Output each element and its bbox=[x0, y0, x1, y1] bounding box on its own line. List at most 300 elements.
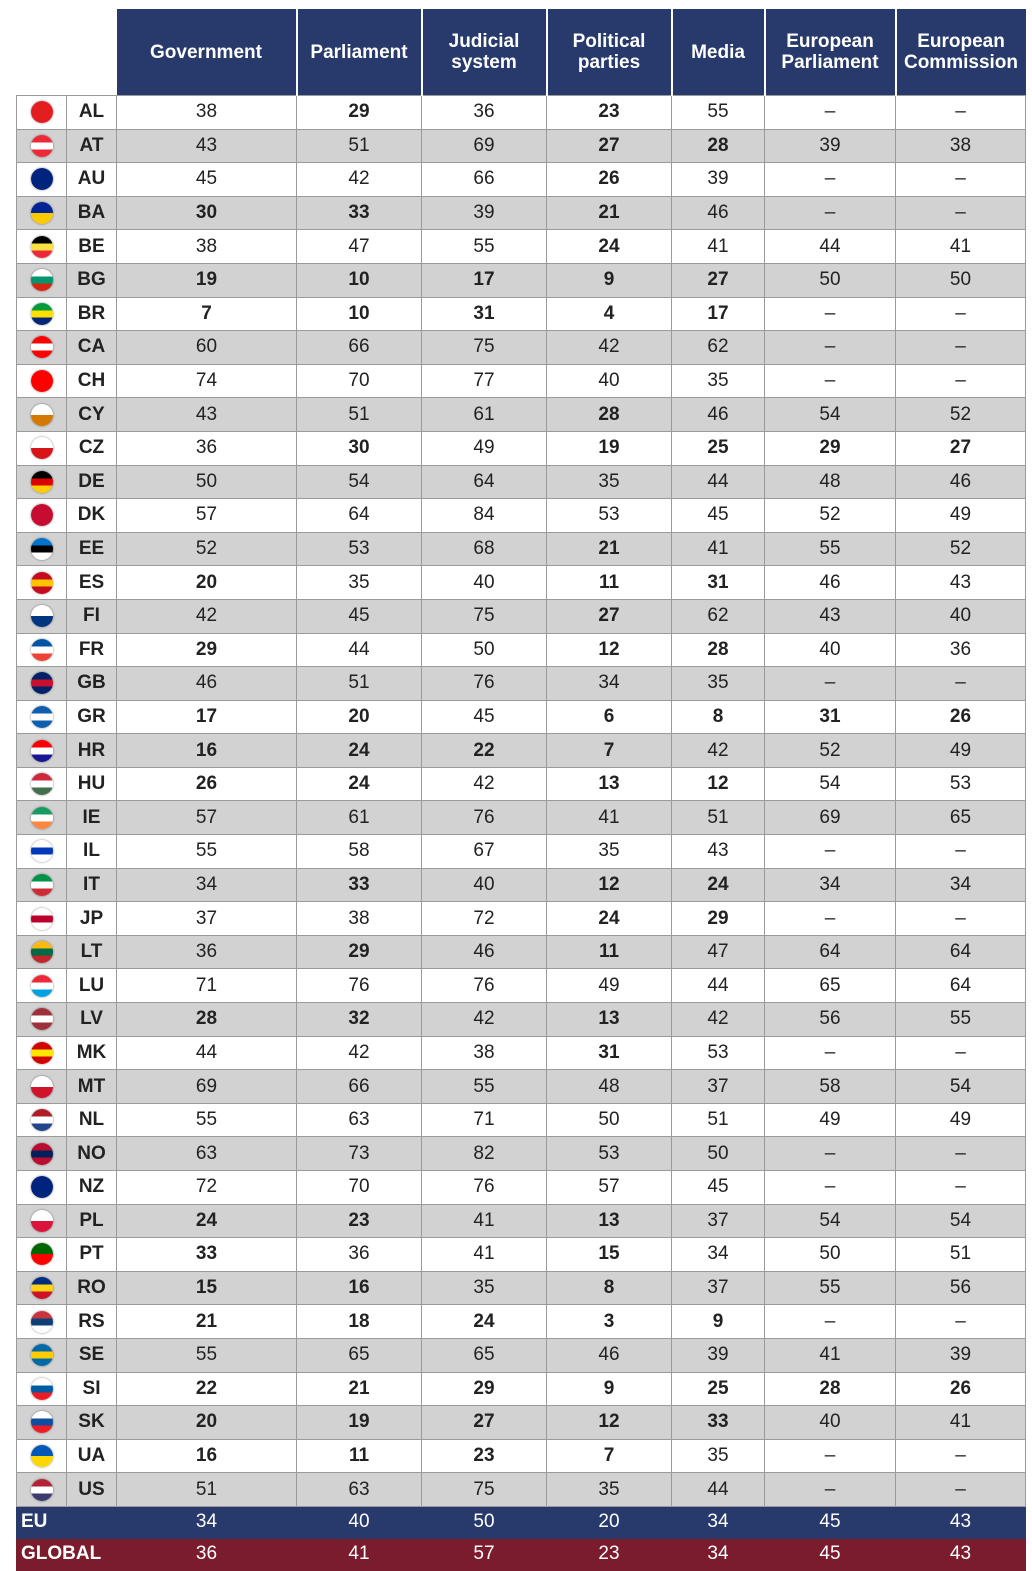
cell-political-parties: 6 bbox=[547, 700, 672, 734]
flag-cell bbox=[17, 902, 67, 936]
romania-flag-icon bbox=[31, 1277, 53, 1299]
cell-european-parliament: 28 bbox=[765, 1372, 896, 1406]
cell-european-parliament: 31 bbox=[765, 700, 896, 734]
belgium-flag-icon bbox=[31, 236, 53, 258]
cell-parliament: 63 bbox=[297, 1473, 422, 1507]
cell-parliament: 18 bbox=[297, 1305, 422, 1339]
cell-political-parties: 13 bbox=[547, 1003, 672, 1037]
cell-political-parties: 26 bbox=[547, 163, 672, 197]
flag-cell bbox=[17, 1171, 67, 1205]
cell-media: 37 bbox=[672, 1070, 765, 1104]
cell-parliament: 45 bbox=[297, 599, 422, 633]
table-row bbox=[17, 566, 1026, 600]
cell-parliament: 54 bbox=[297, 465, 422, 499]
flag-cell bbox=[17, 1103, 67, 1137]
table-row bbox=[17, 667, 1026, 701]
flag-cell bbox=[17, 196, 67, 230]
cell-judicial-system: 66 bbox=[422, 163, 547, 197]
cell-judicial-system: 17 bbox=[422, 263, 547, 297]
cell-political-parties: 41 bbox=[547, 801, 672, 835]
flag-cell bbox=[17, 297, 67, 331]
cell-parliament: 73 bbox=[297, 1137, 422, 1171]
country-code: EE bbox=[67, 532, 117, 566]
header-media: Media bbox=[672, 9, 765, 96]
cell-judicial-system: 45 bbox=[422, 700, 547, 734]
cell-european-parliament: 29 bbox=[765, 431, 896, 465]
country-code: BE bbox=[67, 230, 117, 264]
cell-european-parliament: – bbox=[765, 902, 896, 936]
table-row bbox=[17, 801, 1026, 835]
italy-flag-icon bbox=[31, 874, 53, 896]
brazil-flag-icon bbox=[31, 303, 53, 325]
flag-cell bbox=[17, 1439, 67, 1473]
country-code: ES bbox=[67, 566, 117, 600]
croatia-flag-icon bbox=[31, 740, 53, 762]
cell-government: 17 bbox=[117, 700, 297, 734]
cell-media: 50 bbox=[672, 1137, 765, 1171]
cell-political-parties: 21 bbox=[547, 196, 672, 230]
cell-parliament: 16 bbox=[297, 1271, 422, 1305]
cell-media: 33 bbox=[672, 1406, 765, 1440]
cell-media: 8 bbox=[672, 700, 765, 734]
country-code: DE bbox=[67, 465, 117, 499]
cell-media: 41 bbox=[672, 532, 765, 566]
uk-flag-icon bbox=[31, 672, 53, 694]
cell-government: 72 bbox=[117, 1171, 297, 1205]
header-european-parliament: European Parliament bbox=[765, 9, 896, 96]
country-code: SE bbox=[67, 1338, 117, 1372]
cell-parliament: 70 bbox=[297, 364, 422, 398]
estonia-flag-icon bbox=[31, 538, 53, 560]
cell-parliament: 19 bbox=[297, 1406, 422, 1440]
bosnia-flag-icon bbox=[31, 202, 53, 224]
cell-parliament: 24 bbox=[297, 767, 422, 801]
flag-cell bbox=[17, 767, 67, 801]
cell-european-commission: – bbox=[896, 1305, 1026, 1339]
cell-judicial-system: 22 bbox=[422, 734, 547, 768]
cell-judicial-system: 24 bbox=[422, 1305, 547, 1339]
cell-parliament: 33 bbox=[297, 868, 422, 902]
cell-european-parliament: 58 bbox=[765, 1070, 896, 1104]
header-european-commission: European Commission bbox=[896, 9, 1026, 96]
cell-political-parties: 21 bbox=[547, 532, 672, 566]
cell-european-parliament: 34 bbox=[765, 868, 896, 902]
cell-european-commission: 50 bbox=[896, 263, 1026, 297]
country-code: SI bbox=[67, 1372, 117, 1406]
cell-european-commission: 36 bbox=[896, 633, 1026, 667]
cell-government: 45 bbox=[117, 163, 297, 197]
table-row bbox=[17, 868, 1026, 902]
cell-parliament: 35 bbox=[297, 566, 422, 600]
country-code: NZ bbox=[67, 1171, 117, 1205]
cell-political-parties: 48 bbox=[547, 1070, 672, 1104]
cell-government: 24 bbox=[117, 1204, 297, 1238]
cell-parliament: 44 bbox=[297, 633, 422, 667]
cell-judicial-system: 31 bbox=[422, 297, 547, 331]
table-row bbox=[17, 331, 1026, 365]
table-row bbox=[17, 1137, 1026, 1171]
cell-government: 36 bbox=[117, 935, 297, 969]
table-row bbox=[17, 969, 1026, 1003]
cell-media: 37 bbox=[672, 1204, 765, 1238]
cell-political-parties: 40 bbox=[547, 364, 672, 398]
cell-european-commission: – bbox=[896, 297, 1026, 331]
cell-judicial-system: 84 bbox=[422, 499, 547, 533]
cell-european-commission: 43 bbox=[896, 566, 1026, 600]
flag-cell bbox=[17, 499, 67, 533]
summary-judicial-system: 57 bbox=[422, 1538, 547, 1570]
table-row bbox=[17, 364, 1026, 398]
flag-cell bbox=[17, 835, 67, 869]
country-code: BR bbox=[67, 297, 117, 331]
cell-political-parties: 15 bbox=[547, 1238, 672, 1272]
cell-european-commission: 52 bbox=[896, 532, 1026, 566]
cell-parliament: 51 bbox=[297, 398, 422, 432]
usa-flag-icon bbox=[31, 1479, 53, 1501]
cell-parliament: 65 bbox=[297, 1338, 422, 1372]
cell-parliament: 20 bbox=[297, 700, 422, 734]
cell-government: 71 bbox=[117, 969, 297, 1003]
summary-european-commission: 43 bbox=[896, 1538, 1026, 1570]
country-code: MK bbox=[67, 1036, 117, 1070]
sweden-flag-icon bbox=[31, 1344, 53, 1366]
table-row bbox=[17, 1103, 1026, 1137]
summary-judicial-system: 50 bbox=[422, 1506, 547, 1538]
cell-judicial-system: 35 bbox=[422, 1271, 547, 1305]
cell-judicial-system: 77 bbox=[422, 364, 547, 398]
table-row bbox=[17, 297, 1026, 331]
eu-summary-row bbox=[17, 1506, 1026, 1538]
flag-cell bbox=[17, 1003, 67, 1037]
cell-judicial-system: 42 bbox=[422, 767, 547, 801]
header-judicial-system: Judicial system bbox=[422, 9, 547, 96]
cell-judicial-system: 76 bbox=[422, 1171, 547, 1205]
cell-european-parliament: 54 bbox=[765, 398, 896, 432]
cell-european-parliament: 54 bbox=[765, 1204, 896, 1238]
cell-government: 38 bbox=[117, 96, 297, 130]
country-code: SK bbox=[67, 1406, 117, 1440]
cell-european-commission: 56 bbox=[896, 1271, 1026, 1305]
cell-parliament: 29 bbox=[297, 935, 422, 969]
table-row bbox=[17, 532, 1026, 566]
cell-government: 7 bbox=[117, 297, 297, 331]
table-row bbox=[17, 163, 1026, 197]
flag-cell bbox=[17, 566, 67, 600]
cell-government: 20 bbox=[117, 1406, 297, 1440]
header-blank bbox=[17, 9, 117, 96]
cell-european-commission: – bbox=[896, 667, 1026, 701]
table-row bbox=[17, 1406, 1026, 1440]
cell-european-commission: 55 bbox=[896, 1003, 1026, 1037]
cell-judicial-system: 75 bbox=[422, 599, 547, 633]
cell-parliament: 29 bbox=[297, 96, 422, 130]
table-row bbox=[17, 599, 1026, 633]
cell-european-parliament: – bbox=[765, 1439, 896, 1473]
cell-judicial-system: 55 bbox=[422, 230, 547, 264]
cell-media: 37 bbox=[672, 1271, 765, 1305]
flag-cell bbox=[17, 465, 67, 499]
cell-european-commission: – bbox=[896, 364, 1026, 398]
flag-cell bbox=[17, 96, 67, 130]
lithuania-flag-icon bbox=[31, 941, 53, 963]
cell-parliament: 66 bbox=[297, 1070, 422, 1104]
flag-cell bbox=[17, 1238, 67, 1272]
cell-political-parties: 12 bbox=[547, 868, 672, 902]
table-row bbox=[17, 1238, 1026, 1272]
cell-political-parties: 24 bbox=[547, 902, 672, 936]
cell-european-parliament: 54 bbox=[765, 767, 896, 801]
cell-political-parties: 9 bbox=[547, 263, 672, 297]
table-row bbox=[17, 96, 1026, 130]
cell-european-parliament: 40 bbox=[765, 1406, 896, 1440]
flag-cell bbox=[17, 599, 67, 633]
cell-government: 74 bbox=[117, 364, 297, 398]
cell-parliament: 21 bbox=[297, 1372, 422, 1406]
country-code: DK bbox=[67, 499, 117, 533]
cell-media: 53 bbox=[672, 1036, 765, 1070]
cell-parliament: 38 bbox=[297, 902, 422, 936]
cell-european-parliament: – bbox=[765, 163, 896, 197]
cell-european-commission: 65 bbox=[896, 801, 1026, 835]
cell-judicial-system: 40 bbox=[422, 868, 547, 902]
cell-parliament: 10 bbox=[297, 263, 422, 297]
cell-european-parliament: 46 bbox=[765, 566, 896, 600]
country-code: IE bbox=[67, 801, 117, 835]
macedonia-flag-icon bbox=[31, 1042, 53, 1064]
flag-cell bbox=[17, 1473, 67, 1507]
summary-political-parties: 23 bbox=[547, 1538, 672, 1570]
country-code: LV bbox=[67, 1003, 117, 1037]
cell-political-parties: 42 bbox=[547, 331, 672, 365]
cell-parliament: 63 bbox=[297, 1103, 422, 1137]
cell-government: 20 bbox=[117, 566, 297, 600]
table-row bbox=[17, 263, 1026, 297]
cell-european-commission: 26 bbox=[896, 1372, 1026, 1406]
cell-government: 60 bbox=[117, 331, 297, 365]
norway-flag-icon bbox=[31, 1143, 53, 1165]
cell-political-parties: 24 bbox=[547, 230, 672, 264]
cell-political-parties: 23 bbox=[547, 96, 672, 130]
flag-cell bbox=[17, 431, 67, 465]
country-code: FI bbox=[67, 599, 117, 633]
table-row bbox=[17, 700, 1026, 734]
cell-political-parties: 35 bbox=[547, 1473, 672, 1507]
cyprus-flag-icon bbox=[31, 404, 53, 426]
cell-judicial-system: 42 bbox=[422, 1003, 547, 1037]
table-row bbox=[17, 835, 1026, 869]
cell-media: 62 bbox=[672, 599, 765, 633]
cell-european-parliament: – bbox=[765, 835, 896, 869]
table-row bbox=[17, 431, 1026, 465]
cell-european-commission: – bbox=[896, 196, 1026, 230]
cell-european-parliament: – bbox=[765, 297, 896, 331]
cell-political-parties: 53 bbox=[547, 499, 672, 533]
cell-government: 44 bbox=[117, 1036, 297, 1070]
denmark-flag-icon bbox=[31, 504, 53, 526]
switzerland-flag-icon bbox=[31, 370, 53, 392]
cell-government: 69 bbox=[117, 1070, 297, 1104]
cell-parliament: 10 bbox=[297, 297, 422, 331]
cell-judicial-system: 72 bbox=[422, 902, 547, 936]
cell-european-parliament: – bbox=[765, 96, 896, 130]
cell-media: 39 bbox=[672, 163, 765, 197]
flag-cell bbox=[17, 230, 67, 264]
cell-european-parliament: 69 bbox=[765, 801, 896, 835]
cell-political-parties: 12 bbox=[547, 1406, 672, 1440]
cell-european-parliament: 49 bbox=[765, 1103, 896, 1137]
cell-judicial-system: 55 bbox=[422, 1070, 547, 1104]
cell-media: 34 bbox=[672, 1238, 765, 1272]
cell-european-commission: 54 bbox=[896, 1070, 1026, 1104]
cell-media: 12 bbox=[672, 767, 765, 801]
flag-cell bbox=[17, 969, 67, 1003]
country-code: GB bbox=[67, 667, 117, 701]
flag-cell bbox=[17, 1204, 67, 1238]
cell-european-commission: 34 bbox=[896, 868, 1026, 902]
flag-cell bbox=[17, 532, 67, 566]
cell-government: 52 bbox=[117, 532, 297, 566]
portugal-flag-icon bbox=[31, 1243, 53, 1265]
country-code: LT bbox=[67, 935, 117, 969]
cell-european-commission: 52 bbox=[896, 398, 1026, 432]
country-code: LU bbox=[67, 969, 117, 1003]
cell-judicial-system: 75 bbox=[422, 331, 547, 365]
ukraine-flag-icon bbox=[31, 1445, 53, 1467]
header-government: Government bbox=[117, 9, 297, 96]
cell-judicial-system: 69 bbox=[422, 129, 547, 163]
flag-cell bbox=[17, 1372, 67, 1406]
france-flag-icon bbox=[31, 639, 53, 661]
serbia-flag-icon bbox=[31, 1311, 53, 1333]
cell-political-parties: 4 bbox=[547, 297, 672, 331]
table-row bbox=[17, 398, 1026, 432]
flag-cell bbox=[17, 801, 67, 835]
cell-government: 42 bbox=[117, 599, 297, 633]
cell-parliament: 24 bbox=[297, 734, 422, 768]
table-row bbox=[17, 230, 1026, 264]
cell-political-parties: 28 bbox=[547, 398, 672, 432]
country-code: NO bbox=[67, 1137, 117, 1171]
cell-government: 46 bbox=[117, 667, 297, 701]
summary-parliament: 41 bbox=[297, 1538, 422, 1570]
cell-parliament: 66 bbox=[297, 331, 422, 365]
country-code: HU bbox=[67, 767, 117, 801]
flag-cell bbox=[17, 1036, 67, 1070]
country-code: AT bbox=[67, 129, 117, 163]
cell-media: 43 bbox=[672, 835, 765, 869]
austria-flag-icon bbox=[31, 135, 53, 157]
summary-european-parliament: 45 bbox=[765, 1538, 896, 1570]
cell-government: 63 bbox=[117, 1137, 297, 1171]
cell-european-parliament: – bbox=[765, 364, 896, 398]
cell-political-parties: 11 bbox=[547, 566, 672, 600]
cell-european-commission: – bbox=[896, 96, 1026, 130]
canada-flag-icon bbox=[31, 336, 53, 358]
cell-media: 55 bbox=[672, 96, 765, 130]
cell-european-parliament: – bbox=[765, 667, 896, 701]
summary-european-commission: 43 bbox=[896, 1506, 1026, 1538]
table-row bbox=[17, 1070, 1026, 1104]
cell-media: 29 bbox=[672, 902, 765, 936]
new-zealand-flag-icon bbox=[31, 1176, 53, 1198]
table-row bbox=[17, 767, 1026, 801]
cell-european-parliament: 50 bbox=[765, 263, 896, 297]
cell-judicial-system: 82 bbox=[422, 1137, 547, 1171]
cell-european-parliament: 40 bbox=[765, 633, 896, 667]
cell-judicial-system: 38 bbox=[422, 1036, 547, 1070]
flag-cell bbox=[17, 667, 67, 701]
country-code: HR bbox=[67, 734, 117, 768]
netherlands-flag-icon bbox=[31, 1109, 53, 1131]
cell-european-parliament: 48 bbox=[765, 465, 896, 499]
cell-european-parliament: – bbox=[765, 1137, 896, 1171]
cell-government: 36 bbox=[117, 431, 297, 465]
cell-media: 45 bbox=[672, 499, 765, 533]
cell-judicial-system: 40 bbox=[422, 566, 547, 600]
luxembourg-flag-icon bbox=[31, 975, 53, 997]
cell-european-parliament: 52 bbox=[765, 734, 896, 768]
cell-european-parliament: – bbox=[765, 196, 896, 230]
country-code: RS bbox=[67, 1305, 117, 1339]
header-parliament: Parliament bbox=[297, 9, 422, 96]
cell-european-commission: – bbox=[896, 1439, 1026, 1473]
cell-parliament: 36 bbox=[297, 1238, 422, 1272]
cell-parliament: 53 bbox=[297, 532, 422, 566]
flag-cell bbox=[17, 1406, 67, 1440]
cell-political-parties: 35 bbox=[547, 465, 672, 499]
cell-media: 28 bbox=[672, 633, 765, 667]
cell-political-parties: 31 bbox=[547, 1036, 672, 1070]
header-row bbox=[17, 9, 1026, 96]
cell-parliament: 47 bbox=[297, 230, 422, 264]
cell-parliament: 42 bbox=[297, 163, 422, 197]
cell-media: 42 bbox=[672, 1003, 765, 1037]
cell-media: 35 bbox=[672, 1439, 765, 1473]
table-row bbox=[17, 196, 1026, 230]
cell-government: 30 bbox=[117, 196, 297, 230]
cell-government: 28 bbox=[117, 1003, 297, 1037]
cell-government: 16 bbox=[117, 734, 297, 768]
cell-government: 21 bbox=[117, 1305, 297, 1339]
cell-political-parties: 46 bbox=[547, 1338, 672, 1372]
cell-parliament: 30 bbox=[297, 431, 422, 465]
cell-european-parliament: 39 bbox=[765, 129, 896, 163]
cell-media: 35 bbox=[672, 364, 765, 398]
trust-table bbox=[16, 9, 1026, 1571]
cell-political-parties: 3 bbox=[547, 1305, 672, 1339]
table-row bbox=[17, 129, 1026, 163]
czechia-flag-icon bbox=[31, 437, 53, 459]
country-code: RO bbox=[67, 1271, 117, 1305]
cell-judicial-system: 68 bbox=[422, 532, 547, 566]
table-body bbox=[17, 96, 1026, 1571]
germany-flag-icon bbox=[31, 471, 53, 493]
cell-european-commission: 40 bbox=[896, 599, 1026, 633]
summary-government: 36 bbox=[117, 1538, 297, 1570]
cell-political-parties: 27 bbox=[547, 599, 672, 633]
country-code: CA bbox=[67, 331, 117, 365]
cell-political-parties: 50 bbox=[547, 1103, 672, 1137]
cell-political-parties: 13 bbox=[547, 1204, 672, 1238]
summary-government: 34 bbox=[117, 1506, 297, 1538]
cell-european-parliament: 41 bbox=[765, 1338, 896, 1372]
cell-government: 34 bbox=[117, 868, 297, 902]
cell-judicial-system: 41 bbox=[422, 1238, 547, 1272]
flag-cell bbox=[17, 868, 67, 902]
cell-government: 33 bbox=[117, 1238, 297, 1272]
japan-flag-icon bbox=[31, 908, 53, 930]
cell-government: 55 bbox=[117, 835, 297, 869]
